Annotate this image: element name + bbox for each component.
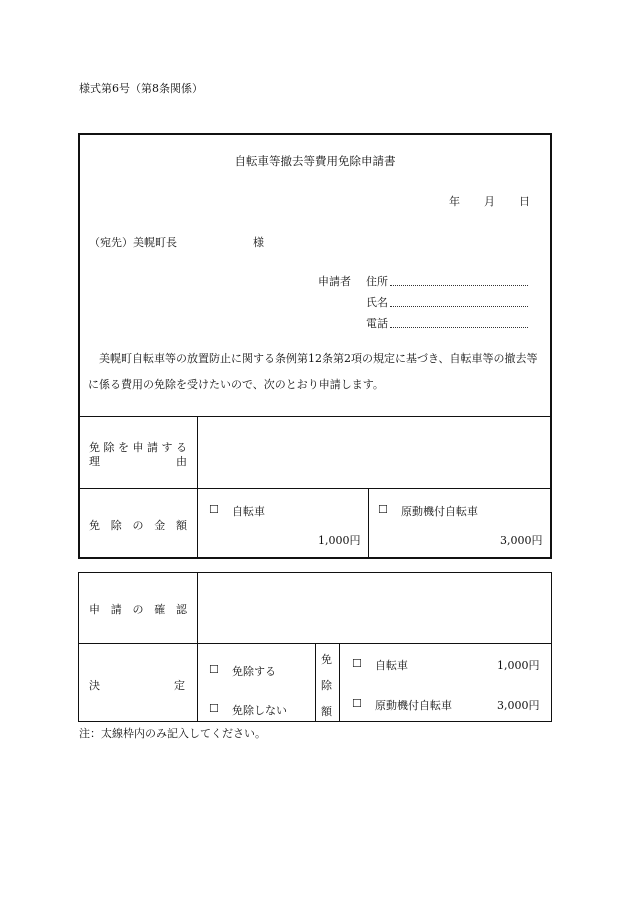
option-moped-label: 原動機付自転車 [401, 505, 478, 518]
decision-label-text: 決定 [89, 679, 185, 692]
addressee-honorific: 様 [253, 236, 264, 249]
name-label: 氏名 [366, 296, 388, 309]
option-not-exempt-label: 免除しない [232, 704, 287, 717]
confirmation-input-area[interactable] [205, 574, 550, 642]
exemption-amount-label-2: 除 [321, 679, 332, 692]
exempt-bicycle-label: 自転車 [375, 659, 408, 672]
option-moped-amount: 3,000円 [500, 534, 543, 547]
row-divider [79, 488, 551, 489]
checkbox-exempt-moped[interactable]: ☐ [352, 697, 362, 710]
phone-field-line[interactable] [390, 327, 528, 328]
confirmation-label-text: 申請の確認 [89, 603, 187, 616]
row-divider [79, 416, 551, 417]
reason-input-area[interactable] [205, 418, 550, 486]
reason-label-line1: 免除を申請する [89, 441, 187, 454]
option-exempt-label: 免除する [232, 665, 276, 678]
form-title: 自転車等撤去等費用免除申請書 [234, 154, 396, 168]
date-year-label: 年 [449, 195, 460, 208]
label-column-divider [197, 417, 198, 558]
addressee: （宛先）美幌町長 [89, 236, 177, 249]
checkbox-exempt[interactable]: ☐ [209, 663, 219, 676]
address-field-line[interactable] [390, 285, 528, 286]
form-number: 様式第6号（第8条関係） [79, 82, 203, 95]
confirmation-label [89, 601, 187, 617]
phone-label: 電話 [366, 317, 388, 330]
option-bicycle-amount: 1,000円 [318, 534, 361, 547]
amount-label [89, 517, 187, 533]
exemption-amount-label-3: 額 [321, 705, 332, 718]
applicant-label: 申請者 [318, 275, 351, 288]
amount-label-text: 免除の金額 [89, 519, 187, 532]
checkbox-not-exempt[interactable]: ☐ [209, 702, 219, 715]
body-paragraph: 美幌町自転車等の放置防止に関する条例第12条第2項の規定に基づき、自転車等の撤去等に係る費用の免除を受けたいので、次のとおり申請します。 [88, 352, 538, 391]
decision-label [89, 677, 185, 693]
checkbox-bicycle[interactable]: ☐ [209, 503, 219, 516]
exemption-amount-label-1: 免 [321, 653, 332, 666]
amount-column-divider [368, 489, 369, 558]
decision-column-divider [315, 644, 316, 721]
label-column-divider [197, 573, 198, 721]
exempt-bicycle-amount: 1,000円 [497, 659, 540, 672]
name-field-line[interactable] [390, 306, 528, 307]
footnote: 注：太線枠内のみ記入してください。 [79, 727, 266, 740]
option-bicycle-label: 自転車 [232, 505, 265, 518]
exemption-column-divider [339, 644, 340, 721]
date-day-label: 日 [519, 195, 530, 208]
reason-label-line2: 理 由 [89, 455, 187, 468]
address-label: 住所 [366, 275, 388, 288]
date-month-label: 月 [484, 195, 495, 208]
checkbox-exempt-bicycle[interactable]: ☐ [352, 657, 362, 670]
checkbox-moped[interactable]: ☐ [378, 503, 388, 516]
reason-label-2 [89, 453, 187, 469]
exempt-moped-amount: 3,000円 [497, 699, 540, 712]
exempt-moped-label: 原動機付自転車 [375, 699, 452, 712]
